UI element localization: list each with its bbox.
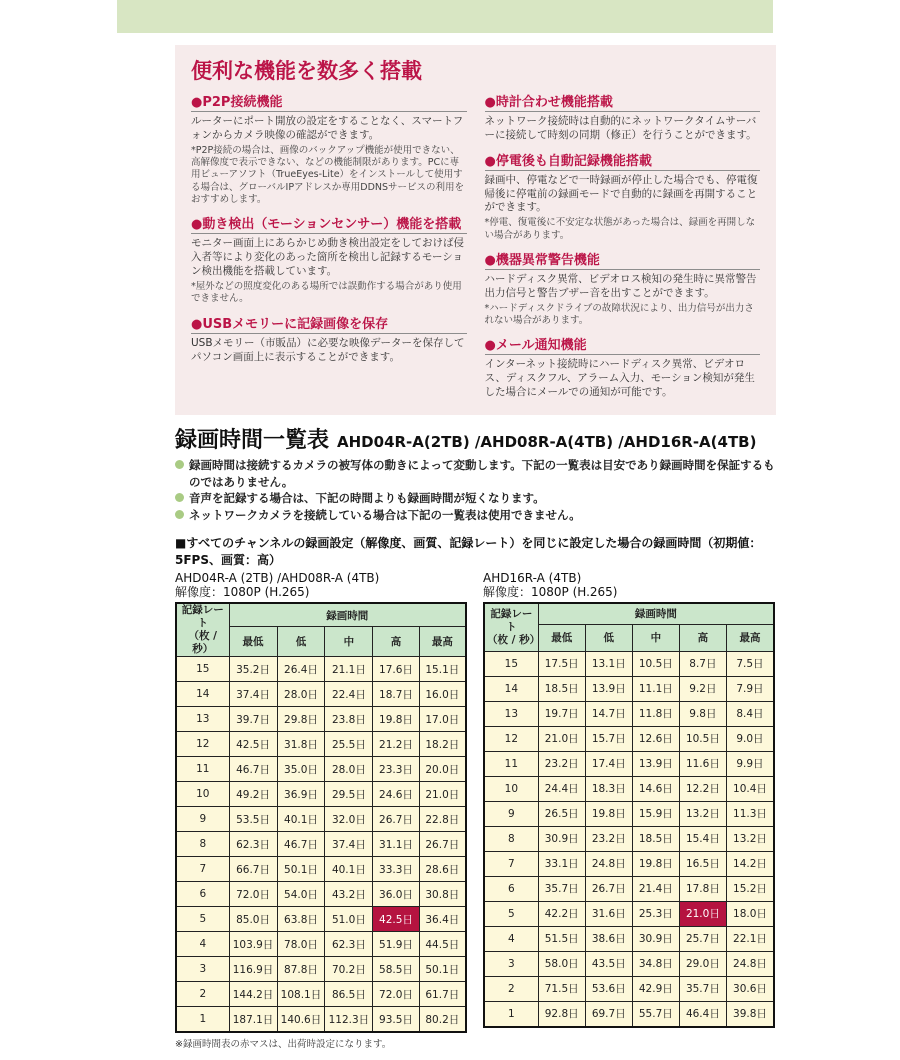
days-cell: 37.4日 (325, 832, 373, 857)
table-row (484, 951, 774, 976)
days-cell: 20.0日 (419, 757, 466, 782)
days-cell: 53.6日 (585, 976, 632, 1001)
table-row (484, 976, 774, 1001)
days-cell: 9.2日 (679, 676, 726, 701)
rate-cell: 10 (484, 776, 538, 801)
table-footnote: ※録画時間表の赤マスは、出荷時設定になります。 (175, 1039, 392, 1051)
table-row (176, 782, 466, 807)
days-cell: 46.4日 (679, 1001, 726, 1027)
feature-heading: ●USBメモリーに記録画像を保存 (191, 313, 467, 334)
feature-item (191, 313, 467, 365)
days-cell: 8.4日 (726, 701, 774, 726)
days-cell: 15.1日 (419, 657, 466, 682)
feature-note: *停電、復電後に不安定な状態があった場合は、録画を再開しない場合があります。 (484, 217, 756, 241)
notice-item (175, 457, 776, 490)
days-cell: 92.8日 (538, 1001, 585, 1027)
days-cell: 13.2日 (726, 826, 774, 851)
table-row (176, 982, 466, 1007)
days-cell: 23.8日 (325, 707, 373, 732)
rate-cell: 4 (176, 932, 229, 957)
quality-header-cell: 最高 (419, 627, 466, 657)
days-cell: 80.2日 (419, 1007, 466, 1033)
days-cell: 71.5日 (538, 976, 585, 1001)
days-cell: 87.8日 (277, 957, 325, 982)
quality-header-cell: 低 (277, 627, 325, 657)
feature-body: ハードディスク異常、ビデオロス検知の発生時に異常警告出力信号と警告ブザー音を出すことができます。 (484, 272, 757, 299)
days-cell: 28.0日 (325, 757, 373, 782)
days-cell: 17.6日 (373, 657, 419, 682)
days-cell: 9.9日 (726, 751, 774, 776)
recording-tables-row (175, 571, 776, 1034)
days-cell: 40.1日 (325, 857, 373, 882)
days-cell: 53.5日 (229, 807, 277, 832)
table-row (484, 776, 774, 801)
days-cell: 69.7日 (585, 1001, 632, 1027)
days-cell: 42.2日 (538, 901, 585, 926)
table-row (176, 657, 466, 682)
days-cell: 13.1日 (585, 651, 632, 676)
feature-body: モニター画面上にあらかじめ動き検出設定をしておけば侵入者等により変化のあった箇所を検出し記録するモーション検出機能を搭載しています。 (191, 237, 464, 278)
days-cell: 18.5日 (632, 826, 679, 851)
recording-subtitle: AHD04R-A(2TB) /AHD08R-A(4TB) /AHD16R-A(4TB) (337, 432, 757, 451)
rate-cell: 15 (176, 657, 229, 682)
table-row (484, 676, 774, 701)
days-cell: 18.2日 (419, 732, 466, 757)
days-cell: 26.7日 (585, 876, 632, 901)
days-cell: 9.8日 (679, 701, 726, 726)
days-cell: 78.0日 (277, 932, 325, 957)
days-cell: 49.2日 (229, 782, 277, 807)
feature-item (485, 150, 761, 242)
days-cell: 15.2日 (726, 876, 774, 901)
rate-cell: 14 (484, 676, 538, 701)
bullet-icon (175, 510, 184, 519)
feature-item (485, 91, 761, 143)
days-cell: 51.9日 (373, 932, 419, 957)
days-cell: 30.9日 (538, 826, 585, 851)
quality-header-cell: 最低 (229, 627, 277, 657)
rate-cell: 8 (176, 832, 229, 857)
days-cell: 44.5日 (419, 932, 466, 957)
days-cell: 14.2日 (726, 851, 774, 876)
days-cell: 42.5日 (373, 907, 419, 932)
table-row (484, 826, 774, 851)
table-row (484, 1001, 774, 1027)
rate-cell: 8 (484, 826, 538, 851)
days-cell: 34.8日 (632, 951, 679, 976)
days-cell: 36.9日 (277, 782, 325, 807)
table-row (484, 876, 774, 901)
days-cell: 63.8日 (277, 907, 325, 932)
rate-cell: 13 (484, 701, 538, 726)
rate-cell: 7 (484, 851, 538, 876)
recording-title-row (175, 423, 776, 454)
days-cell: 8.7日 (679, 651, 726, 676)
days-cell: 26.7日 (373, 807, 419, 832)
rate-cell: 14 (176, 682, 229, 707)
notice-text: ネットワークカメラを接続している場合は下記の一覧表は使用できません。 (189, 507, 581, 522)
rate-cell: 4 (484, 926, 538, 951)
table-row (484, 851, 774, 876)
days-cell: 54.0日 (277, 882, 325, 907)
feature-heading: ●メール通知機能 (485, 334, 761, 355)
bullet-icon (175, 493, 184, 502)
days-cell: 16.5日 (679, 851, 726, 876)
days-cell: 62.3日 (325, 932, 373, 957)
rate-header-cell: 記録レート （枚 / 秒） (484, 603, 538, 652)
days-cell: 11.1日 (632, 676, 679, 701)
days-cell: 55.7日 (632, 1001, 679, 1027)
days-cell: 21.0日 (538, 726, 585, 751)
days-cell: 11.3日 (726, 801, 774, 826)
recording-title: 録画時間一覧表 (175, 427, 330, 453)
days-cell: 50.1日 (277, 857, 325, 882)
quality-header-cell: 最低 (538, 624, 585, 651)
feature-body: インターネット接続時にハードディスク異常、ビデオロス、ディスクフル、アラーム入力、モーション検知が発生した場合にメールでの通知が可能です。 (484, 358, 755, 399)
rate-cell: 6 (176, 882, 229, 907)
days-cell: 17.8日 (679, 876, 726, 901)
days-cell: 23.2日 (538, 751, 585, 776)
feature-heading: ●停電後も自動記録機能搭載 (485, 150, 761, 171)
days-cell: 43.2日 (325, 882, 373, 907)
days-cell: 50.1日 (419, 957, 466, 982)
features-title: 便利な機能を数多く搭載 (191, 59, 422, 83)
days-cell: 61.7日 (419, 982, 466, 1007)
quality-header-cell: 低 (585, 624, 632, 651)
days-cell: 33.1日 (538, 851, 585, 876)
days-cell: 14.6日 (632, 776, 679, 801)
features-panel (175, 45, 776, 415)
recording-table-block (175, 571, 467, 1034)
table-row (176, 932, 466, 957)
feature-note: *屋外などの照度変化のある場所では誤動作する場合があり使用できません。 (191, 281, 462, 305)
feature-note: *ハードディスクドライブの故障状況により、出力信号が出力されない場合があります。 (484, 302, 754, 327)
days-cell: 46.7日 (229, 757, 277, 782)
days-cell: 18.7日 (373, 682, 419, 707)
days-cell: 35.0日 (277, 757, 325, 782)
features-right-column (485, 91, 761, 407)
days-cell: 25.7日 (679, 926, 726, 951)
top-accent-bar (117, 0, 773, 33)
days-cell: 15.4日 (679, 826, 726, 851)
table-row (176, 857, 466, 882)
days-cell: 37.4日 (229, 682, 277, 707)
days-cell: 21.0日 (419, 782, 466, 807)
days-cell: 30.8日 (419, 882, 466, 907)
days-cell: 35.2日 (229, 657, 277, 682)
days-cell: 17.4日 (585, 751, 632, 776)
rate-cell: 3 (484, 951, 538, 976)
days-cell: 30.9日 (632, 926, 679, 951)
rate-cell: 10 (176, 782, 229, 807)
table-caption-model: AHD04R-A (2TB) /AHD08R-A (4TB) (175, 570, 380, 585)
days-cell: 14.7日 (585, 701, 632, 726)
feature-note: *P2P接続の場合は、画像のバックアップ機能が使用できない、高解像度で表示できない、などの機能制限があります。PCに専用ビューアソフト（TrueEyes-Lite）をインストールして使用する場合は、グローバルIPアドレスか専用DDNSサービスの利用をおすすめします。 (191, 144, 465, 206)
table-row (176, 732, 466, 757)
days-cell: 18.0日 (726, 901, 774, 926)
rate-cell: 15 (484, 651, 538, 676)
features-columns (191, 91, 760, 407)
days-cell: 62.3日 (229, 832, 277, 857)
days-cell: 58.0日 (538, 951, 585, 976)
quality-header-cell: 中 (325, 627, 373, 657)
days-cell: 51.5日 (538, 926, 585, 951)
days-cell: 21.0日 (679, 901, 726, 926)
days-cell: 21.1日 (325, 657, 373, 682)
days-cell: 51.0日 (325, 907, 373, 932)
days-cell: 22.1日 (726, 926, 774, 951)
rate-cell: 6 (484, 876, 538, 901)
days-cell: 116.9日 (229, 957, 277, 982)
days-cell: 93.5日 (373, 1007, 419, 1033)
days-cell: 26.7日 (419, 832, 466, 857)
table-row (484, 726, 774, 751)
days-cell: 13.9日 (585, 676, 632, 701)
feature-body: ルーターにポート開放の設定をすることなく、スマートフォンからカメラ映像の確認ができます。 (191, 115, 464, 141)
days-cell: 22.4日 (325, 682, 373, 707)
days-cell: 15.9日 (632, 801, 679, 826)
rate-cell: 9 (484, 801, 538, 826)
days-cell: 13.9日 (632, 751, 679, 776)
days-cell: 29.8日 (277, 707, 325, 732)
feature-body: USBメモリー（市販品）に必要な映像データーを保存してパソコン画面上に表示することができます。 (191, 336, 465, 363)
days-cell: 21.4日 (632, 876, 679, 901)
days-cell: 10.5日 (632, 651, 679, 676)
rate-cell: 5 (176, 907, 229, 932)
feature-heading: ●P2P接続機能 (191, 91, 467, 112)
days-cell: 35.7日 (679, 976, 726, 1001)
feature-body: ネットワーク接続時は自動的にネットワークタイムサーバーに接続して時刻の同期（修正）を行うことができます。 (484, 115, 757, 141)
table-row (484, 901, 774, 926)
days-cell: 33.3日 (373, 857, 419, 882)
rate-cell: 11 (176, 757, 229, 782)
quality-header-cell: 高 (679, 624, 726, 651)
quality-header-cell: 最高 (726, 624, 774, 651)
days-cell: 18.5日 (538, 676, 585, 701)
notice-item (175, 490, 776, 507)
days-cell: 28.0日 (277, 682, 325, 707)
feature-item (485, 249, 761, 327)
features-left-column (191, 91, 467, 407)
recording-table (483, 602, 775, 1028)
days-cell: 39.7日 (229, 707, 277, 732)
days-cell: 10.4日 (726, 776, 774, 801)
rate-cell: 2 (484, 976, 538, 1001)
recording-table-block (483, 571, 775, 1034)
days-cell: 72.0日 (373, 982, 419, 1007)
table-row (484, 651, 774, 676)
days-cell: 21.2日 (373, 732, 419, 757)
days-cell: 112.3日 (325, 1007, 373, 1033)
table-caption-resolution: 解像度：1080P (H.265) (483, 585, 618, 600)
days-cell: 24.6日 (373, 782, 419, 807)
days-cell: 36.4日 (419, 907, 466, 932)
days-cell: 58.5日 (373, 957, 419, 982)
days-cell: 17.5日 (538, 651, 585, 676)
days-cell: 85.0日 (229, 907, 277, 932)
rate-cell: 2 (176, 982, 229, 1007)
days-cell: 22.8日 (419, 807, 466, 832)
rate-cell: 9 (176, 807, 229, 832)
days-cell: 31.8日 (277, 732, 325, 757)
table-row (176, 682, 466, 707)
table-caption-model: AHD16R-A (4TB) (483, 570, 582, 585)
days-cell: 187.1日 (229, 1007, 277, 1033)
days-cell: 46.7日 (277, 832, 325, 857)
days-cell: 140.6日 (277, 1007, 325, 1033)
notice-item (175, 507, 776, 524)
days-cell: 26.5日 (538, 801, 585, 826)
days-cell: 17.0日 (419, 707, 466, 732)
days-cell: 72.0日 (229, 882, 277, 907)
days-cell: 23.3日 (373, 757, 419, 782)
days-cell: 30.6日 (726, 976, 774, 1001)
days-cell: 35.7日 (538, 876, 585, 901)
feature-body: 録画中、停電などで一時録画が停止した場合でも、停電復帰後に停電前の録画モードで自動的に録画を再開することができます。 (484, 173, 758, 214)
days-cell: 29.0日 (679, 951, 726, 976)
table-caption-resolution: 解像度：1080P (H.265) (175, 585, 310, 600)
days-cell: 103.9日 (229, 932, 277, 957)
table-row (176, 757, 466, 782)
table-row (176, 832, 466, 857)
days-cell: 42.9日 (632, 976, 679, 1001)
days-cell: 40.1日 (277, 807, 325, 832)
days-cell: 70.2日 (325, 957, 373, 982)
days-cell: 31.1日 (373, 832, 419, 857)
feature-item (485, 334, 761, 400)
days-cell: 11.6日 (679, 751, 726, 776)
feature-heading: ●動き検出（モーションセンサー）機能を搭載 (191, 213, 467, 234)
days-cell: 19.8日 (632, 851, 679, 876)
quality-header-cell: 中 (632, 624, 679, 651)
rate-cell: 5 (484, 901, 538, 926)
rate-cell: 12 (176, 732, 229, 757)
table-row (176, 957, 466, 982)
feature-heading: ●時計合わせ機能搭載 (485, 91, 761, 112)
rate-cell: 13 (176, 707, 229, 732)
rate-cell: 3 (176, 957, 229, 982)
days-cell: 12.6日 (632, 726, 679, 751)
recording-table (175, 602, 467, 1034)
days-cell: 26.4日 (277, 657, 325, 682)
recording-config-note: ■すべてのチャンネルの録画設定（解像度、画質、記録レート）を同じに設定した場合の録画時間（初期値：5FPS、画質：高） (175, 535, 762, 567)
days-cell: 25.5日 (325, 732, 373, 757)
table-row (484, 701, 774, 726)
feature-item (191, 91, 467, 206)
days-cell: 11.8日 (632, 701, 679, 726)
table-row (176, 807, 466, 832)
days-cell: 23.2日 (585, 826, 632, 851)
days-cell: 42.5日 (229, 732, 277, 757)
days-cell: 144.2日 (229, 982, 277, 1007)
rate-cell: 12 (484, 726, 538, 751)
days-cell: 7.5日 (726, 651, 774, 676)
days-cell: 16.0日 (419, 682, 466, 707)
rate-cell: 1 (484, 1001, 538, 1027)
days-cell: 39.8日 (726, 1001, 774, 1027)
days-cell: 108.1日 (277, 982, 325, 1007)
days-cell: 28.6日 (419, 857, 466, 882)
rate-cell: 11 (484, 751, 538, 776)
days-cell: 13.2日 (679, 801, 726, 826)
table-row (176, 707, 466, 732)
days-cell: 43.5日 (585, 951, 632, 976)
days-cell: 19.7日 (538, 701, 585, 726)
days-cell: 31.6日 (585, 901, 632, 926)
table-row (484, 801, 774, 826)
notice-text: 音声を記録する場合は、下記の時間よりも録画時間が短くなります。 (189, 491, 545, 506)
days-cell: 29.5日 (325, 782, 373, 807)
table-row (484, 926, 774, 951)
rate-cell: 7 (176, 857, 229, 882)
days-cell: 7.9日 (726, 676, 774, 701)
table-row (176, 1007, 466, 1033)
days-cell: 24.4日 (538, 776, 585, 801)
bullet-icon (175, 460, 184, 469)
table-row (176, 882, 466, 907)
feature-heading: ●機器異常警告機能 (485, 249, 761, 270)
time-header-cell: 録画時間 (538, 603, 774, 625)
days-cell: 10.5日 (679, 726, 726, 751)
days-cell: 9.0日 (726, 726, 774, 751)
table-row (484, 751, 774, 776)
time-header-cell: 録画時間 (229, 603, 466, 627)
days-cell: 66.7日 (229, 857, 277, 882)
feature-item (191, 213, 467, 305)
page-content (175, 45, 776, 1060)
days-cell: 38.6日 (585, 926, 632, 951)
notice-text: 録画時間は接続するカメラの被写体の動きによって変動します。下記の一覧表は目安であり録画時間を保証するものではありません。 (189, 457, 775, 489)
notice-list (175, 457, 776, 524)
rate-header-cell: 記録レート （枚 / 秒） (176, 603, 229, 657)
days-cell: 19.8日 (373, 707, 419, 732)
days-cell: 12.2日 (679, 776, 726, 801)
days-cell: 24.8日 (585, 851, 632, 876)
days-cell: 18.3日 (585, 776, 632, 801)
rate-cell: 1 (176, 1007, 229, 1033)
quality-header-cell: 高 (373, 627, 419, 657)
days-cell: 86.5日 (325, 982, 373, 1007)
days-cell: 19.8日 (585, 801, 632, 826)
days-cell: 25.3日 (632, 901, 679, 926)
days-cell: 15.7日 (585, 726, 632, 751)
days-cell: 24.8日 (726, 951, 774, 976)
days-cell: 36.0日 (373, 882, 419, 907)
table-row (176, 907, 466, 932)
days-cell: 32.0日 (325, 807, 373, 832)
